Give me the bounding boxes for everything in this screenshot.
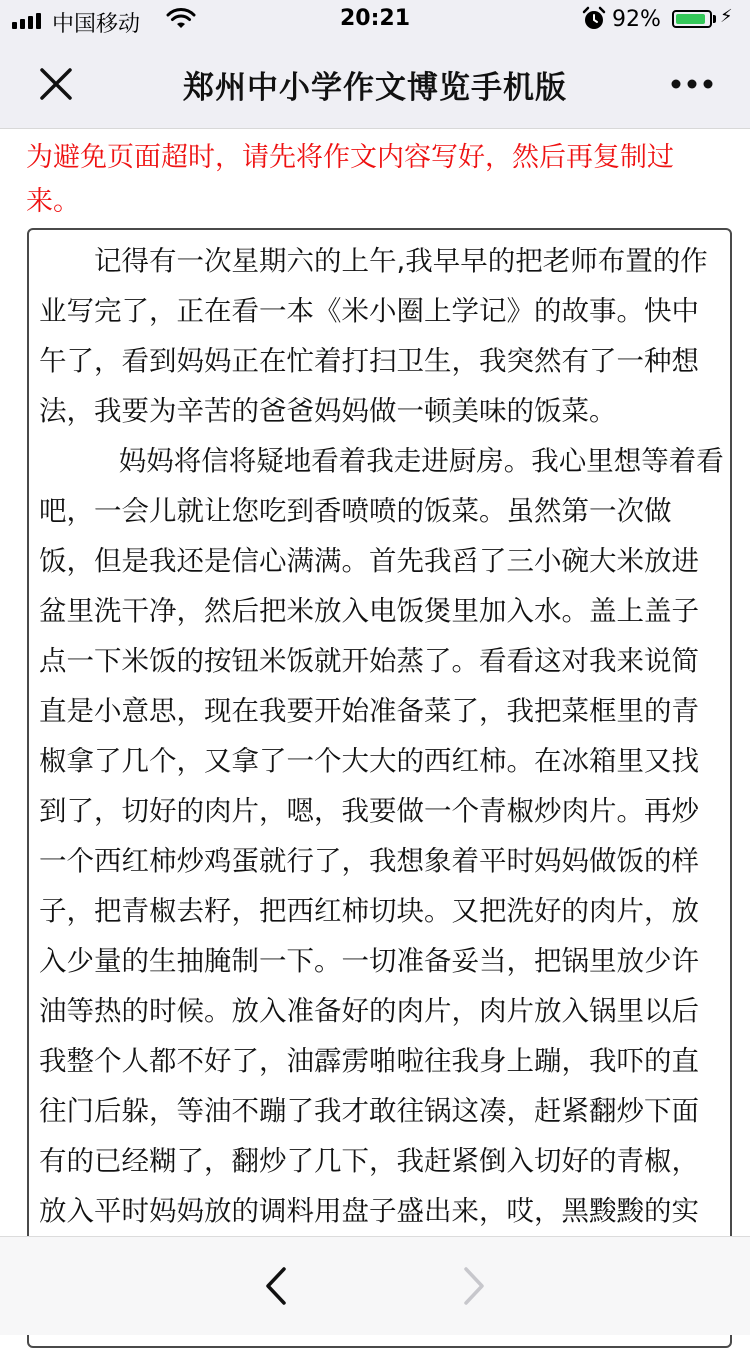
essay-paragraph-1: 记得有一次星期六的上午,我早早的把老师布置的作业写完了，正在看一本《米小圈上学记》的故事。快中午了，看到妈妈正在忙着打扫卫生，我突然有了一种想法，我要为辛苦的爸爸妈妈做一顿美味的饭菜。	[39, 245, 708, 427]
nav-bar	[0, 40, 750, 129]
more-button[interactable]	[668, 70, 716, 98]
alarm-icon	[582, 6, 606, 38]
bottom-toolbar	[0, 1236, 750, 1335]
essay-paragraph-2: 妈妈将信将疑地看着我走进厨房。我心里想等着看吧，一会儿就让您吃到香喷喷的饭菜。虽然第一次做饭，但是我还是信心满满。首先我舀了三小碗大米放进盆里洗干净，然后把米放入电饭煲里加入水。盖上盖子点一下米饭的按钮米饭就开始蒸了。看看这对我来说简直是小意思，现在我要开始准备菜了，我把菜框里的青椒拿了几个，又拿了一个大大的西红柿。在冰箱里又找到了，切好的肉片，嗯，我要做一个青椒炒肉片。再炒一个西红柿炒鸡蛋就行了，我想象着平时妈妈做饭的样子，把青椒去籽，把西红柿切块。又把洗好的肉片，放入少量的生抽腌制一下。一切准备妥当，把锅里放少许油等热的时候。放入准备好的肉片，肉片放入锅里以后我整个人都不好了，油霹雳啪啦往我身上蹦，我吓的直往门后躲，等油不蹦了我才敢往锅这凑，赶紧翻炒下面有的已经糊了，翻炒了几下，我赶紧倒入切好的青椒，放入平时妈妈放的调料用盘子盛出来，哎，黑黢黢的实	[39, 445, 724, 1227]
more-icon	[668, 70, 716, 98]
essay-textarea[interactable]	[27, 228, 732, 1348]
back-button[interactable]	[260, 1265, 294, 1307]
battery-percent: 92%	[612, 7, 661, 32]
page-title: 郑州中小学作文博览手机版	[183, 70, 567, 106]
clock-time: 20:21	[339, 6, 411, 31]
battery-icon	[672, 10, 712, 28]
back-arrow-icon	[260, 1265, 294, 1307]
carrier-label: 中国移动	[52, 12, 141, 37]
forward-arrow-icon	[456, 1265, 490, 1307]
status-bar	[0, 0, 750, 40]
battery-cap	[713, 15, 716, 23]
battery-level-fill	[676, 14, 705, 24]
forward-button[interactable]	[456, 1265, 490, 1307]
essay-content[interactable]	[39, 236, 724, 1236]
charging-icon: ⚡	[720, 6, 733, 27]
timeout-notice: 为避免页面超时，请先将作文内容写好，然后再复制过来。	[26, 142, 674, 217]
